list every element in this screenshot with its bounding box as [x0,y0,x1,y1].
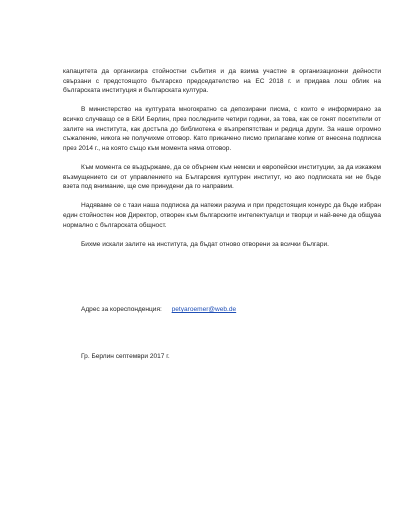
paragraph-open-halls: Бихме искали залите на института, да бъдат отново отворени за всички българи. [81,240,329,248]
paragraph-intro-continuation: капацитета да организира стойностни събития и да взима участие в организационни дейности свързани с предстоящото българско председателство на ЕС 2018 г. и придава лош облик на българската институция и българската култура. [63,68,381,95]
place-date-line: Гр. Берлин септември 2017 г. [81,353,170,360]
correspondence-address [81,305,236,315]
paragraph-new-director: Надяваме се с тази наша подписка да натежи разума и при предстоящия конкурс да бъде избран един стойностен нов Директор, отворен към българските интелектуалци и творци и най-вече да общува нормално с българската общност. [63,202,381,229]
email-link[interactable]: petyaroemer@web.de [171,306,237,313]
paragraph-european-institutions: Към момента се въздържаме, да се обърнем към немски и европейски институции, за да изкажем възмущението си от управлението на Българския културен институт, но ако подписката ни не бъде взета под внимание, ще сме принудени да го направим. [63,163,381,191]
letter-body [63,67,381,259]
paragraph-ministry-letters: В министерство на културата многократно са депозирани писма, с които е информирано за всичко случващо се в БКИ Берлин, през последните четири години, за това, как се гонят посетители от залите на института, как достъпа до библиотека е възпрепятстван и редица други. За наше огромно съжаление, никога не получихме отговор. Като прикачено писмо прилагаме копие от внесена подписка през 2014 г., на която също към момента няма отговор. [63,106,381,152]
address-label: Адрес за кореспонденция: [81,306,162,313]
